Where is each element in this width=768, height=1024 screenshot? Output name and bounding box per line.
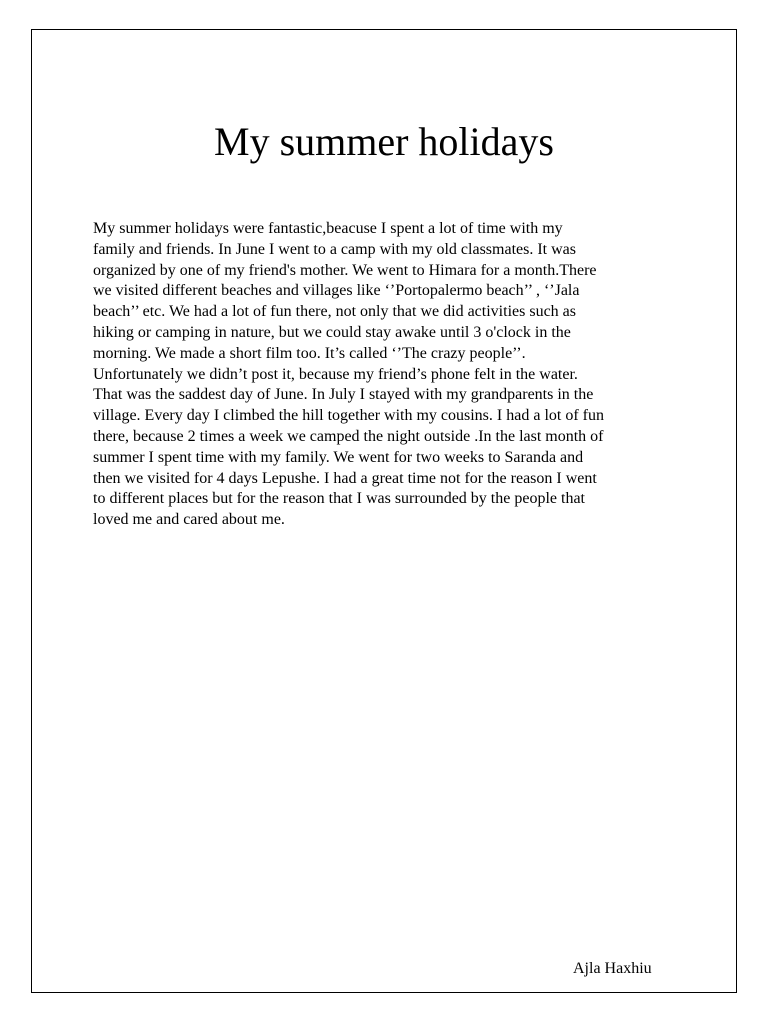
author-name: Ajla Haxhiu [573,960,652,977]
essay-body: My summer holidays were fantastic,beacuse I spent a lot of time with my family and friends. In June I went to a camp with my old classmates. It was organized by one of my friend's mother. We went to Himara for a month.There we visited different beaches and villages like ‘’Portopalermo beach’’ , ‘’Jala beach’’ etc. We had a lot of fun there, not only that we did activities such as hiking or camping in nature, but we could stay awake until 3 o'clock in the morning. We made a short film too. It’s called ‘’The crazy people’’. Unfortunately we didn’t post it, because my friend’s phone felt in the water. That was the saddest day of June. In July I stayed with my grandparents in the village. Every day I climbed the hill together with my cousins. I had a lot of fun there, because 2 times a week we camped the night outside .In the last month of summer I spent time with my family. We went for two weeks to Saranda and then we visited for 4 days Lepushe. I had a great time not for the reason I went to different places but for the reason that I was surrounded by the people that loved me and cared about me. [93,220,604,529]
document-page [31,29,737,993]
document-title: My summer holidays [214,119,554,164]
